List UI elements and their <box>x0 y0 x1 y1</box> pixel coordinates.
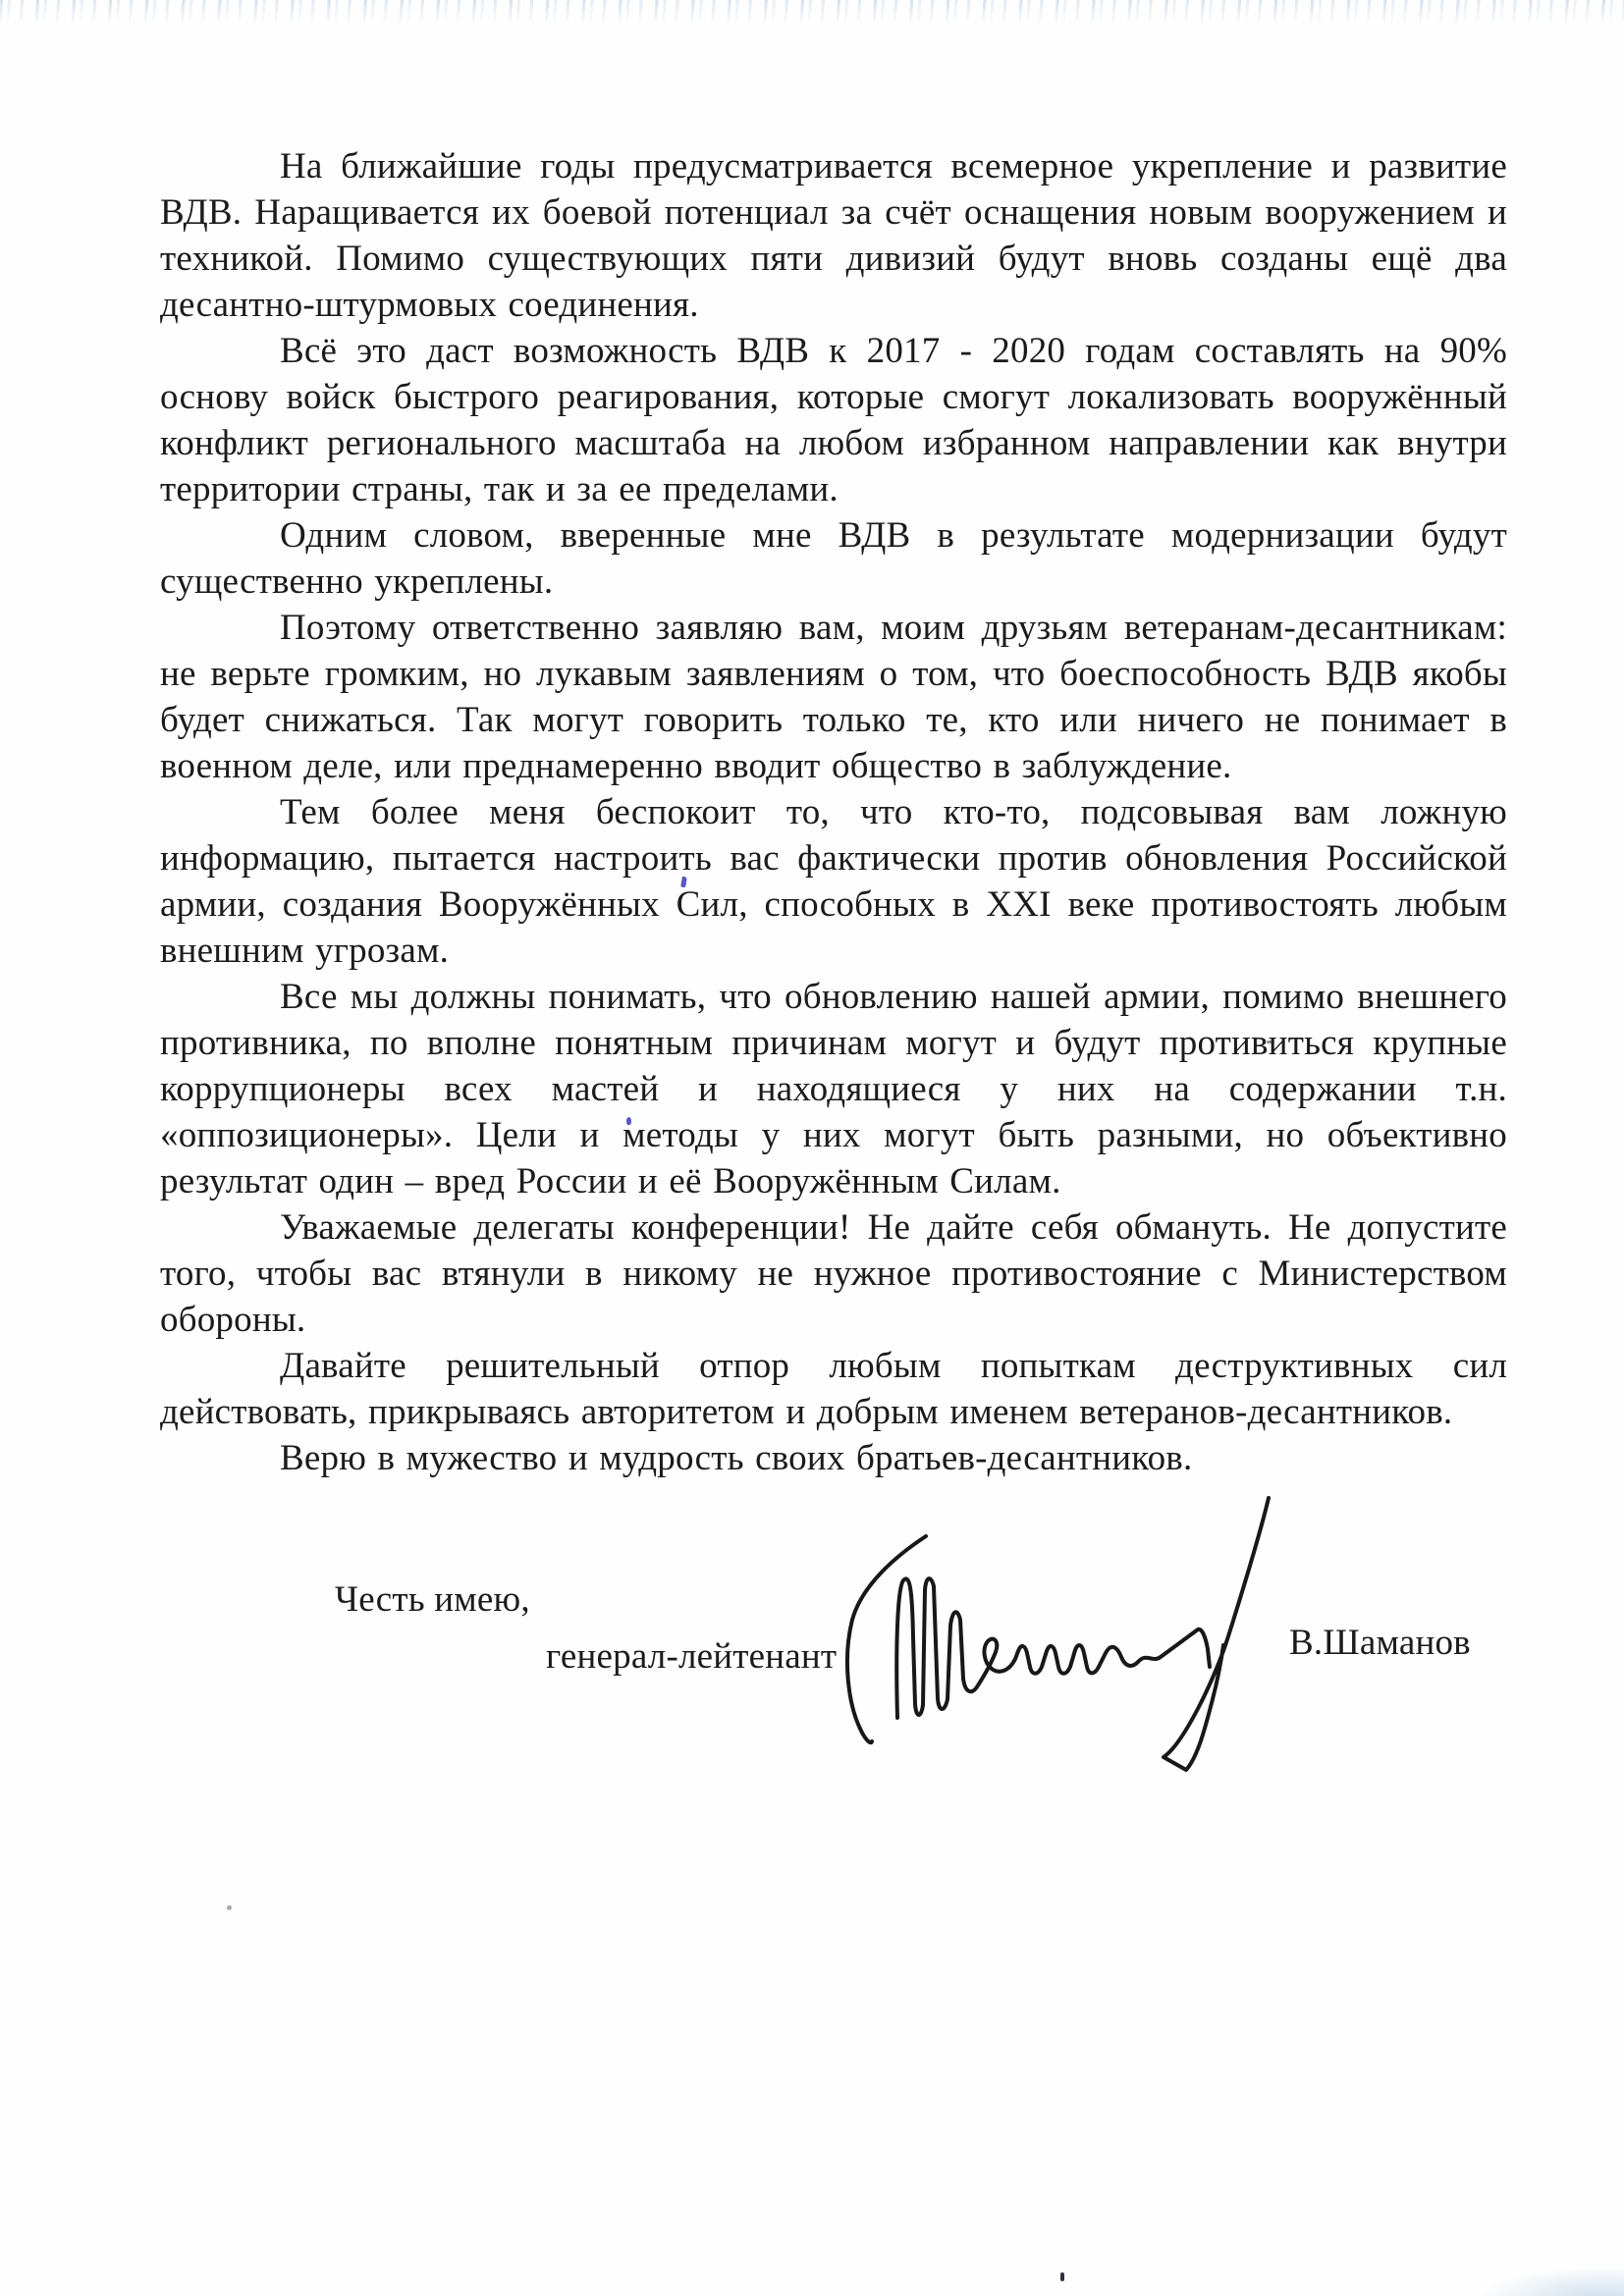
scan-speck <box>227 1905 232 1910</box>
signer-rank: генерал-лейтенант <box>546 1636 838 1677</box>
paragraph-8: Давайте решительный отпор любым попыткам деструктивных сил действовать, прикрываясь авторитетом и добрым именем ветеранов-десантников. <box>160 1346 1507 1432</box>
scan-speck <box>1060 2272 1064 2281</box>
paragraph-7: Уважаемые делегаты конференции! Не дайте себя обмануть. Не допустите того, чтобы вас втянули в никому не нужное противостояние с Министерством обороны. <box>160 1207 1507 1340</box>
letter-body <box>160 143 1507 1481</box>
paragraph-9: Верю в мужество и мудрость своих братьев-десантников. <box>280 1438 1193 1478</box>
paragraph-6: Все мы должны понимать, что обновлению нашей армии, помимо внешнего противника, по вполне понятным причинам могут и будут противиться крупные коррупционеры всех мастей и находящиеся у них на содержании т.н. «оппозиционеры». Цели и методы у них могут быть разными, но объективно результат один – вред России и её Вооружённым Силам. <box>160 977 1507 1201</box>
scan-artifact-top-band <box>0 0 1624 26</box>
paragraph-1: На ближайшие годы предусматривается всемерное укрепление и развитие ВДВ. Наращивается их боевой потенциал за счёт оснащения новым вооружением и техникой. Помимо существующих пяти дивизий будут вновь созданы ещё два десантно-штурмовых соединения. <box>160 146 1507 325</box>
scan-artifact-corner-smudge <box>1477 2267 1624 2296</box>
paragraph-2: Всё это даст возможность ВДВ к 2017 - 2020 годам составлять на 90% основу войск быстрого реагирования, которые смогут локализовать вооружённый конфликт регионального масштаба на любом избранном направлении как внутри территории страны, так и за ее пределами. <box>160 331 1507 509</box>
closing-phrase: Честь имею, <box>335 1579 530 1620</box>
paragraph-4: Поэтому ответственно заявляю вам, моим друзьям ветеранам-десантникам: не верьте громким, но лукавым заявлениям о том, что боеспособность ВДВ якобы будет снижаться. Так могут говорить только те, кто или ничего не понимает в военном деле, или преднамеренно вводит общество в заблуждение. <box>160 608 1507 786</box>
signer-name: В.Шаманов <box>1289 1623 1471 1663</box>
paragraph-3: Одним словом, вверенные мне ВДВ в результате модернизации будут существенно укреплены. <box>160 515 1507 602</box>
handwritten-signature-icon <box>840 1490 1282 1785</box>
paragraph-5: Тем более меня беспокоит то, что кто-то, подсовывая вам ложную информацию, пытается настроить вас фактически против обновления Российской армии, создания Вооружённых Сил, способных в XXI веке противостоять любым внешним угрозам. <box>160 792 1507 971</box>
